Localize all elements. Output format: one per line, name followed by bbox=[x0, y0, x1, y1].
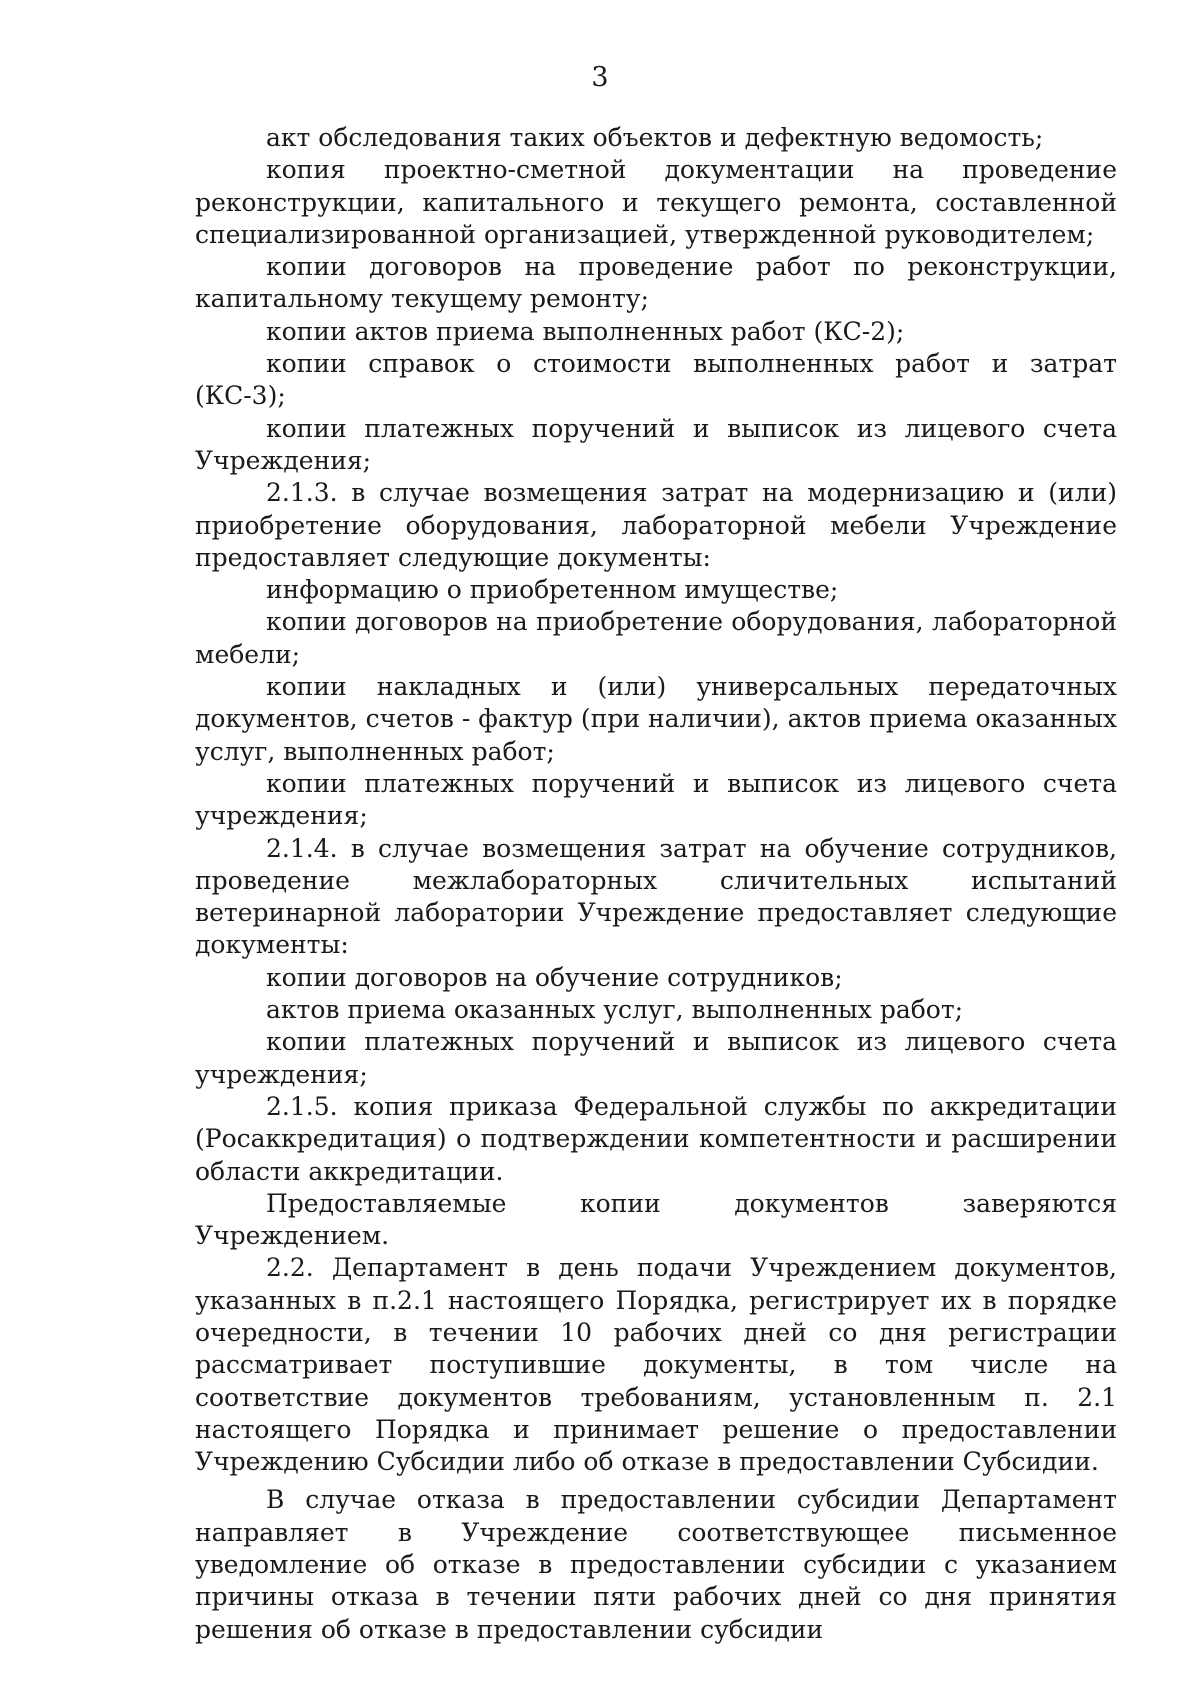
paragraph: 2.2. Департамент в день подачи Учреждением документов, указанных в п.2.1 настоящего Порядка, регистрирует их в порядке очередности, в течении 10 рабочих дней со дня регистрации рассматривает поступившие документы, в том числе на соответствие документов требованиям, установленным п. 2.1 настоящего Порядка и принимает решение о предоставлении Учреждению Субсидии либо об отказе в предоставлении Субсидии. bbox=[195, 1253, 1117, 1477]
paragraph: копии справок о стоимости выполненных работ и затрат (КС-3); bbox=[195, 349, 1117, 411]
paragraph: Предоставляемые копии документов заверяются Учреждением. bbox=[195, 1188, 1117, 1251]
document-body bbox=[195, 122, 1117, 1646]
paragraph: копии договоров на обучение сотрудников; bbox=[266, 962, 843, 992]
paragraph: копии договоров на проведение работ по реконструкции, капитальному текущему ремонту; bbox=[195, 252, 1117, 314]
paragraph: акт обследования таких объектов и дефектную ведомость; bbox=[266, 123, 1044, 152]
paragraph: 2.1.4. в случае возмещения затрат на обучение сотрудников, проведение межлабораторных сличительных испытаний ветеринарной лаборатории Учреждение предоставляет следующие документы: bbox=[195, 833, 1117, 960]
paragraph: 2.1.3. в случае возмещения затрат на модернизацию и (или) приобретение оборудования, лабораторной мебели Учреждение предоставляет следующие документы: bbox=[195, 478, 1117, 572]
paragraph: актов приема оказанных услуг, выполненных работ; bbox=[266, 995, 964, 1025]
paragraph: В случае отказа в предоставлении субсидии Департамент направляет в Учреждение соответствующее письменное уведомление об отказе в предоставлении субсидии с указанием причины отказа в течении пяти рабочих дней со дня принятия решения об отказе в предоставлении субсидии bbox=[195, 1485, 1117, 1644]
paragraph: 2.1.5. копия приказа Федеральной службы по аккредитации (Росаккредитация) о подтверждении компетентности и расширении области аккредитации. bbox=[195, 1091, 1117, 1186]
paragraph: копии платежных поручений и выписок из лицевого счета учреждения; bbox=[195, 1027, 1117, 1089]
paragraph: копии платежных поручений и выписок из лицевого счета Учреждения; bbox=[195, 413, 1117, 475]
paragraph: копия проектно-сметной документации на проведение реконструкции, капитального и текущего ремонта, составленной специализированной организацией, утвержденной руководителем; bbox=[195, 155, 1117, 249]
paragraph: копии актов приема выполненных работ (КС-2); bbox=[266, 316, 905, 346]
paragraph: копии накладных и (или) универсальных передаточных документов, счетов - фактур (при наличии), актов приема оказанных услуг, выполненных работ; bbox=[195, 672, 1117, 766]
paragraph: информацию о приобретенном имуществе; bbox=[266, 575, 839, 605]
paragraph: копии договоров на приобретение оборудования, лабораторной мебели; bbox=[195, 607, 1117, 669]
paragraph: копии платежных поручений и выписок из лицевого счета учреждения; bbox=[195, 768, 1117, 831]
page-number: 3 bbox=[591, 62, 609, 93]
